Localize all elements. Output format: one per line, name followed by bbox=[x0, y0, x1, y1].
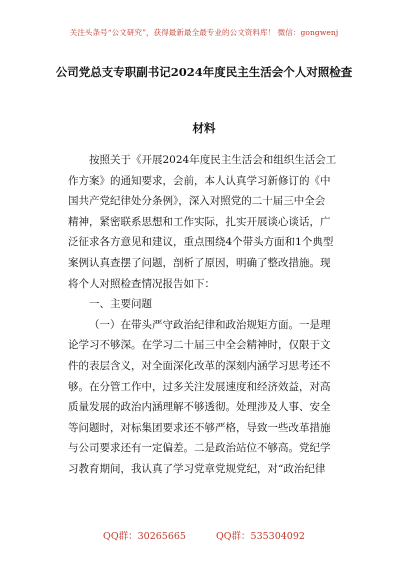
body-line: 将个人对照检查情况报告如下： bbox=[68, 277, 215, 290]
body-line: 国共产党纪律处分条例》，深入对照党的二十届三中全会 bbox=[68, 195, 326, 208]
body-line: 案例认真查摆了问题，剖析了原因，明确了整改措施。现 bbox=[68, 256, 331, 269]
body-line: 够。在分管工作中，过多关注发展速度和经济效益，对高 bbox=[68, 380, 331, 393]
body-line: 习教育期间，我认真了学习党章党规党纪，对“政治纪律 bbox=[68, 462, 326, 475]
body-line: 质量发展的政治内涵理解不够透彻。处理涉及人事、安全 bbox=[68, 401, 331, 414]
document-title-continuation: 材料 bbox=[192, 121, 216, 135]
footer-banner bbox=[0, 528, 408, 542]
body-line: 作方案》的通知要求，会前，本人认真学习新修订的《中 bbox=[68, 174, 331, 187]
body-line: 按照关于《开展2024年度民主生活会和组织生活会工 bbox=[89, 154, 337, 166]
body-line: 件的表层含义，对全面深化改革的深刻内涵学习思考还不 bbox=[68, 359, 331, 372]
body-line: 论学习不够深。在学习二十届三中全会精神时，仅限于文 bbox=[68, 339, 331, 352]
body-line: 泛征求各方意见和建议，重点围绕4个带头方面和1个典型 bbox=[68, 236, 334, 249]
footer-qq-group-1: QQ群：30265665 bbox=[103, 531, 186, 542]
footer-qq-group-2: QQ群：535304092 bbox=[215, 531, 305, 542]
document-title: 公司党总支专职副书记2024年度民主生活会个人对照检查 bbox=[55, 65, 353, 79]
section-heading: 一、主要问题 bbox=[89, 298, 152, 311]
header-banner: 关注头条号“公文研究”，获得最新最全最专业的公文资料库！ 微信：gongwenj bbox=[69, 28, 339, 37]
document-body bbox=[68, 150, 346, 480]
body-line: 等问题时，对标集团要求还不够严格，导致一些改革措施 bbox=[68, 421, 331, 434]
body-line: 与公司要求还有一定偏差。二是政治站位不够高。党纪学 bbox=[68, 442, 331, 455]
body-line: 精神，紧密联系思想和工作实际，扎实开展谈心谈话，广 bbox=[68, 215, 331, 228]
body-line: （一）在带头严守政治纪律和政治规矩方面。一是理 bbox=[89, 318, 331, 331]
